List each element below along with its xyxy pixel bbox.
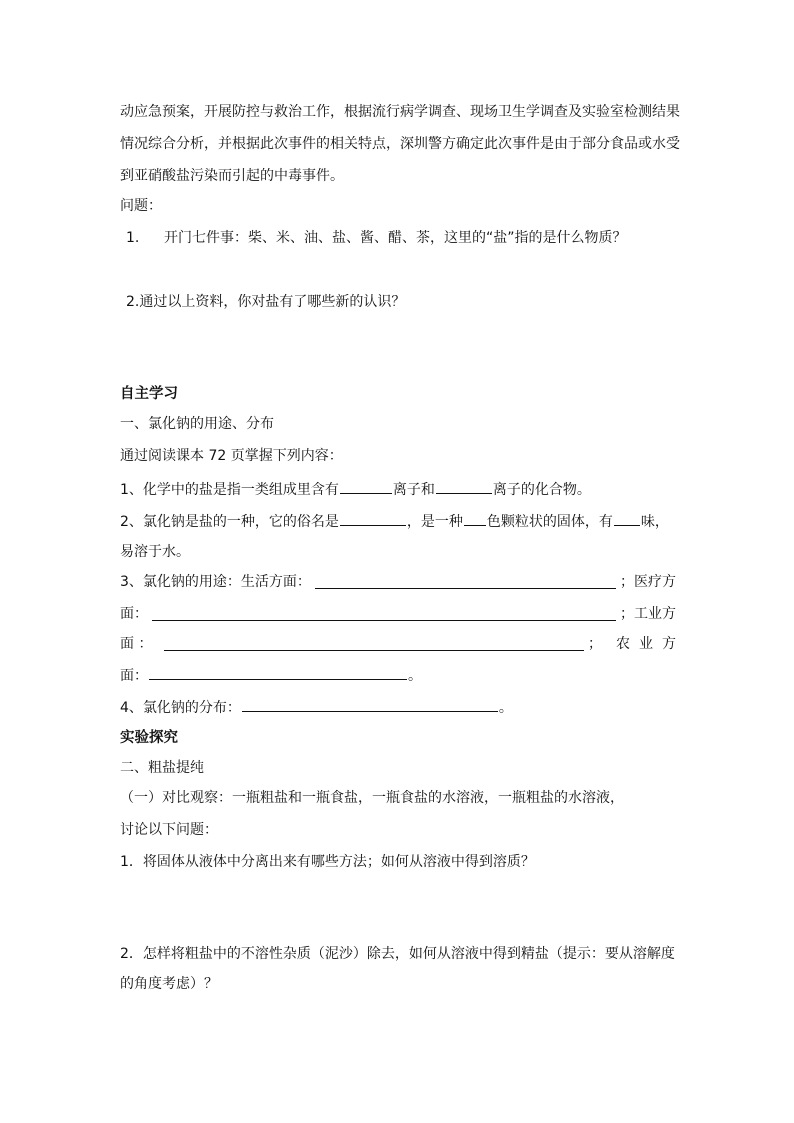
- item-1-text-b: 离子和: [392, 482, 435, 498]
- blank-5[interactable]: [614, 510, 640, 526]
- item-4: [120, 696, 676, 716]
- experiment-question-2-line-2: [120, 974, 676, 994]
- questions-label-text: 问题：: [120, 198, 162, 214]
- intro-text-2: 情况综合分析，并根据此次事件的相关特点，深圳警方确定此次事件是由于部分食品或水受: [120, 136, 680, 152]
- experiment-question-1: [120, 852, 676, 872]
- item-2-text-e: 易溶于水。: [120, 544, 190, 560]
- intro-line-3: [120, 166, 676, 186]
- experiment-heading: [120, 728, 676, 748]
- item-2-text-c: 色颗粒状的固体，有: [486, 514, 613, 530]
- item-2-cont: [120, 542, 676, 562]
- section-1-title: [120, 414, 676, 434]
- section-1-title-text: 一、氯化钠的用途、分布: [120, 416, 274, 432]
- discuss-line: [120, 820, 676, 840]
- item-4-text-a: 4、氯化钠的分布：: [120, 700, 241, 716]
- experiment-question-2-text-1: 2．怎样将粗盐中的不溶性杂质（泥沙）除去，如何从溶液中得到精盐（提示：要从溶解度: [120, 946, 675, 962]
- experiment-question-1-text: 1．将固体从液体中分离出来有哪些方法；如何从溶液中得到溶质？: [120, 854, 535, 870]
- blank-industry-use[interactable]: [164, 635, 584, 651]
- question-2-text: 2.通过以上资料，你对盐有了哪些新的认识？: [126, 294, 406, 310]
- item-3-text-g: 农: [616, 636, 630, 652]
- item-4-text-b: 。: [498, 700, 513, 716]
- blank-4[interactable]: [464, 510, 486, 526]
- item-2: [120, 510, 676, 530]
- item-3-row-1: [120, 572, 676, 592]
- item-2-text-a: 2、氯化钠是盐的一种，它的俗名是: [120, 514, 339, 530]
- experiment-question-2-line-1: [120, 944, 676, 964]
- observe-text: （一）对比观察：一瓶粗盐和一瓶食盐，一瓶食盐的水溶液，一瓶粗盐的水溶液，: [120, 790, 624, 806]
- reading-instruction: [120, 446, 676, 466]
- experiment-question-2-text-2: 的角度考虑）？: [120, 976, 218, 992]
- blank-life-use[interactable]: [315, 573, 616, 589]
- questions-label: [120, 196, 676, 216]
- item-3-row-3: [120, 634, 676, 654]
- intro-text-3: 到亚硝酸盐污染而引起的中毒事件。: [120, 168, 344, 184]
- self-study-heading-text: 自主学习: [120, 386, 178, 402]
- section-2-title: [120, 758, 676, 778]
- self-study-heading: [120, 384, 676, 404]
- item-3-row-2: [120, 604, 676, 624]
- discuss-text: 讨论以下问题：: [120, 822, 218, 838]
- blank-3[interactable]: [340, 510, 406, 526]
- experiment-heading-text: 实验探究: [120, 730, 178, 746]
- item-3-text-b: ；医疗方: [620, 574, 676, 590]
- question-1-text: 开门七件事：柴、米、油、盐、酱、醋、茶，这里的“盐”指的是什么物质？: [164, 230, 627, 246]
- item-3-text-e: 面 ：: [120, 636, 153, 652]
- item-3-text-c: 面：: [120, 606, 148, 622]
- item-3-text-d: ；工业方: [620, 606, 676, 622]
- item-1-text-a: 1、化学中的盐是指一类组成里含有: [120, 482, 339, 498]
- item-3-text-h: 业: [639, 636, 653, 652]
- item-3-row-4: [120, 664, 676, 684]
- item-2-text-b: ，是一种: [406, 514, 463, 530]
- item-3-text-f: ；: [588, 636, 602, 652]
- question-1-number: 1.: [126, 230, 140, 246]
- blank-2[interactable]: [436, 478, 492, 494]
- blank-agriculture-use[interactable]: [149, 664, 407, 680]
- blank-distribution[interactable]: [242, 696, 498, 712]
- intro-line-1: [120, 102, 680, 122]
- question-1: [126, 228, 682, 248]
- blank-medical-use[interactable]: [152, 605, 616, 621]
- item-2-text-d: 味，: [640, 514, 669, 530]
- item-1-text-c: 离子的化合物。: [492, 482, 591, 498]
- question-2: [126, 292, 682, 312]
- blank-1[interactable]: [340, 478, 392, 494]
- item-1: [120, 478, 676, 498]
- item-3-text-i: 方: [662, 636, 676, 652]
- intro-text-1: 动应急预案，开展防控与救治工作，根据流行病学调查、现场卫生学调查及实验室检测结果: [120, 104, 680, 120]
- item-3-text-j: 面：: [120, 668, 148, 684]
- section-2-title-text: 二、粗盐提纯: [120, 760, 204, 776]
- intro-line-2: [120, 134, 680, 154]
- observe-line: [120, 788, 676, 808]
- reading-instruction-text: 通过阅读课本 72 页掌握下列内容：: [120, 448, 343, 464]
- item-3-text-a: 3、氯化钠的用途：生活方面：: [120, 574, 311, 590]
- item-3-text-k: 。: [408, 668, 422, 684]
